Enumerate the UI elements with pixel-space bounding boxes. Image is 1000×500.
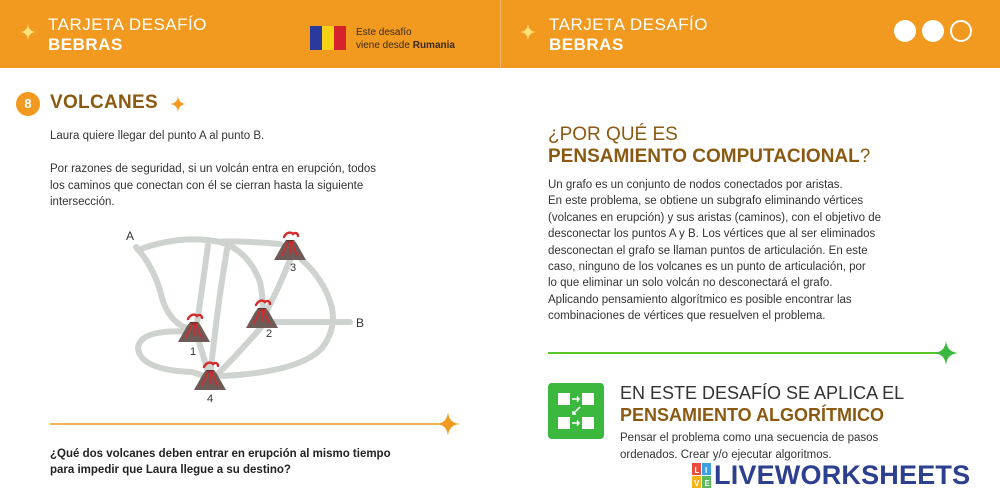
- challenge-rule-line1: Por razones de seguridad, si un volcán entra en erupción, todos: [50, 163, 377, 175]
- applies-description: [620, 430, 878, 463]
- question-line2: para impedir que Laura llegue a su destino?: [50, 464, 291, 476]
- why-title-bold: PENSAMIENTO COMPUTACIONAL: [548, 146, 860, 167]
- challenge-question: [50, 446, 430, 478]
- country-origin: [356, 26, 455, 52]
- volcano-label-3: 3: [290, 262, 297, 274]
- country-line2-prefix: viene desde: [356, 40, 410, 51]
- svg-text:E: E: [704, 478, 710, 488]
- why-explanation: [548, 177, 881, 325]
- liveworksheets-logo-icon: [692, 463, 712, 489]
- sparkle-icon: [520, 24, 536, 40]
- applies-title-line1: EN ESTE DESAFÍO SE APLICA EL: [620, 383, 905, 403]
- section-divider-orange: [50, 412, 462, 436]
- graph-paths: [136, 239, 350, 378]
- question-line1: ¿Qué dos volcanes deben entrar en erupción al mismo tiempo: [50, 448, 391, 460]
- header-title-right-line1: TARJETA DESAFÍO: [549, 15, 708, 34]
- volcano-graph: [110, 220, 380, 410]
- difficulty-dot-filled: [922, 20, 944, 42]
- path-a-1: [136, 247, 194, 330]
- section-divider-green: [548, 352, 938, 354]
- header-bar: [0, 0, 1000, 68]
- algorithm-icon: [548, 383, 604, 439]
- why-line: Un grafo es un conjunto de nodos conectados por aristas.: [548, 179, 843, 191]
- volcano-label-4: 4: [207, 393, 214, 405]
- why-line: lo que eliminar un solo volcán no desconectará el grafo.: [548, 277, 833, 290]
- point-b-label: B: [356, 316, 365, 330]
- svg-text:L: L: [694, 465, 700, 475]
- volcano-label-1: 1: [190, 346, 197, 358]
- applies-desc-line1: Pensar el problema como una secuencia de pasos: [620, 432, 879, 444]
- country-name: Rumania: [412, 40, 455, 51]
- challenge-rule-line2: los caminos que conectan con él se cierran hasta la siguiente: [50, 179, 364, 192]
- liveworksheets-text: LIVEWORKSHEETS: [714, 460, 971, 490]
- header-title-left-line2: BEBRAS: [48, 35, 123, 54]
- sparkle-icon: [934, 341, 958, 365]
- path-3-4: [222, 258, 333, 376]
- challenge-rule-line3: intersección.: [50, 196, 115, 208]
- country-line1: Este desafío: [356, 27, 412, 38]
- challenge-number-badge: 8: [16, 92, 40, 116]
- difficulty-dot-empty: [950, 20, 972, 42]
- challenge-rule: [50, 161, 376, 211]
- challenge-title: VOLCANES: [50, 92, 158, 113]
- why-line: combinaciones de vértices que resuelven el problema.: [548, 310, 826, 323]
- header-divider: [500, 0, 501, 68]
- why-line: En este problema, se obtiene un subgrafo eliminando vértices: [548, 195, 864, 208]
- header-title-right-line2: BEBRAS: [549, 35, 624, 54]
- volcano-label-2: 2: [266, 328, 273, 340]
- romania-flag-icon: [310, 26, 346, 50]
- difficulty-indicator: [894, 20, 972, 42]
- sparkle-icon: [170, 96, 186, 112]
- header-title-left-line1: TARJETA DESAFÍO: [48, 15, 207, 34]
- svg-text:I: I: [705, 465, 708, 475]
- header-title-right: [549, 15, 708, 55]
- path-3-2: [264, 260, 290, 316]
- sparkle-icon: [20, 24, 36, 40]
- why-line: Aplicando pensamiento algorítmico es posible encontrar las: [548, 293, 852, 306]
- why-line: caso, ninguno de los volcanes es un punto de articulación, por: [548, 261, 866, 274]
- why-line: (volcanes en erupción) y sus aristas (caminos), con el objetivo de: [548, 211, 882, 224]
- why-line: desconectan el grafo se llaman puntos de articulación. En este: [548, 244, 868, 257]
- path-top-4: [210, 244, 228, 378]
- why-title: [548, 124, 870, 168]
- applies-title-bold: PENSAMIENTO ALGORÍTMICO: [620, 405, 885, 425]
- applies-desc-line2: ordenados. Crear y/o ejecutar algoritmos.: [620, 448, 832, 461]
- sparkle-icon: [436, 412, 460, 436]
- liveworksheets-watermark[interactable]: [692, 460, 970, 491]
- challenge-intro: Laura quiere llegar del punto A al punto B.: [50, 130, 265, 142]
- why-title-end: ?: [859, 146, 871, 167]
- applies-title: [620, 382, 904, 426]
- difficulty-dot-filled: [894, 20, 916, 42]
- why-title-line1: ¿POR QUÉ ES: [548, 124, 678, 145]
- header-title-left: [48, 15, 207, 55]
- svg-text:V: V: [694, 478, 700, 488]
- why-line: desconectar los puntos A y B. Los vértices que al ser eliminados: [548, 228, 876, 241]
- point-a-label: A: [126, 229, 135, 243]
